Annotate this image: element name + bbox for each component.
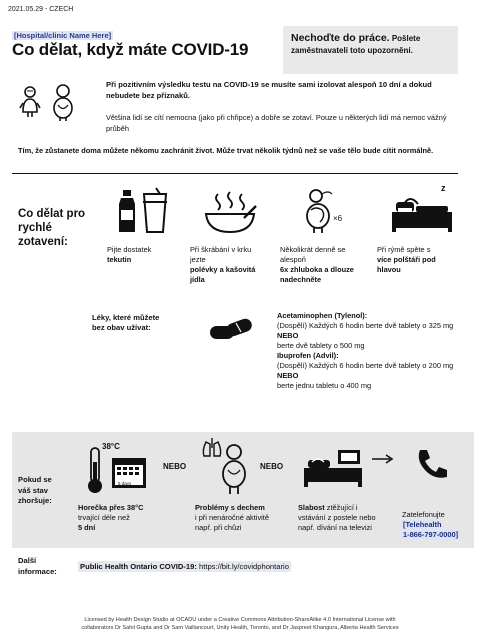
- callout-rest: Pošlete: [391, 34, 421, 43]
- medication-line: (Dospělí) Každých 6 hodin berte dvě tablety o 325 mg: [277, 321, 454, 330]
- breathing-symptom: Problémy s dechem i při nenáročné aktivitě např. při chůzi: [195, 503, 269, 532]
- sleep-z-label: z: [441, 183, 446, 193]
- breathing-trouble-icon: [202, 438, 252, 496]
- medication-label: Léky, které můžete bez obav užívat:: [92, 313, 160, 332]
- fever-symptom: Horečka přes 38°C trvající déle než 5 dní: [78, 503, 144, 532]
- weakness-symptom: Slabost ztěžující i vstávání z postele nebo např. dívání na televizi: [298, 503, 376, 532]
- work-notice-callout: [283, 26, 458, 74]
- medication-line: (Dospělí) Každých 6 hodin berte dvě tablety o 200 mg: [277, 361, 454, 370]
- stay-home-note: Tím, že zůstanete doma můžete někomu zachránit život. Může trvat několik týdnů než se vaše tělo bude cítit normálně.: [18, 146, 434, 155]
- tip-soups: Při škrábání v krku jezte polévky a kašovitá jídla: [190, 245, 256, 284]
- arrow-right-icon: [372, 454, 394, 464]
- pills-icon: [208, 315, 254, 341]
- license-footer: Licensed by Health Design Studio at OCADU under a Creative Commons Attribution-ShareAlike 4.0 International License with collaborators Dr Sahil Gupta and Dr Sam Vaillancourt, Unity Health, Toronto, and Dr Jaspreet Khangura, Alberta Health Services: [81, 617, 399, 631]
- callout-line2: zaměstnavateli toto upozornění.: [291, 46, 413, 55]
- section-divider: [12, 173, 458, 174]
- deep-breath-icon: [302, 188, 352, 234]
- worsening-label: Pokud se váš stav zhoršuje:: [18, 475, 52, 505]
- soup-bowl-icon: [204, 190, 256, 234]
- medication-line: Acetaminophen (Tylenol):: [277, 311, 368, 320]
- tip-pillows: Při rýmě spěte s více polštáři pod hlavou: [377, 245, 436, 274]
- page-title: Co dělat, když máte COVID-19: [12, 40, 249, 59]
- drinks-icon: [118, 188, 178, 234]
- illness-description: Většina lidí se cítí nemocna (jako při chřipce) a dobře se zotaví. Pouze u některých lidí má nemoc vážný průběh: [106, 113, 447, 133]
- telehealth-line1: [Telehealth: [403, 520, 442, 529]
- telehealth-phone[interactable]: 1-866-797-0000]: [403, 530, 459, 539]
- medication-list: [277, 311, 457, 391]
- call-telehealth: Zatelefonujte [Telehealth 1-866-797-0000]: [402, 510, 459, 539]
- days-label: 5 days: [118, 481, 132, 486]
- or-label-1: NEBO: [163, 462, 187, 471]
- public-health-link[interactable]: Public Health Ontario COVID-19: https://bit.ly/covidphontario: [80, 562, 289, 571]
- callout-bold: Nechoďte do práce.: [291, 32, 390, 44]
- date-language-label: 2021.05.29 - CZECH: [8, 6, 74, 13]
- recovery-heading: Co dělat pro rychlé zotavení:: [18, 208, 86, 248]
- thermometer-calendar-icon: [84, 444, 154, 496]
- medication-line: Ibuprofen (Advil):: [277, 351, 339, 360]
- medication-line: berte dvě tablety o 500 mg: [277, 341, 365, 350]
- more-info-label: Další informace:: [18, 556, 57, 576]
- sleep-pillows-icon: [390, 184, 456, 234]
- temp-label: 38°C: [102, 442, 120, 451]
- medication-line: berte jednu tabletu o 400 mg: [277, 381, 372, 390]
- medication-line: NEBO: [277, 331, 299, 340]
- weakness-bed-icon: [302, 448, 366, 490]
- times-six-label: ×6: [333, 214, 343, 223]
- isolation-instruction: Při pozitivním výsledku testu na COVID-19 se musíte sami izolovat alespoň 10 dní a dokud nebudete bez příznaků.: [106, 80, 432, 100]
- medication-line: NEBO: [277, 371, 299, 380]
- tip-breathing: Několikrát denně se alespoň 6x zhluboka a dlouze nadechněte: [280, 245, 354, 284]
- hospital-name-placeholder: [Hospital/clinic Name Here]: [14, 31, 112, 40]
- isolation-people-icon: [20, 82, 80, 122]
- tip-fluids: Pijte dostatek tekutin: [107, 245, 152, 264]
- or-label-2: NEBO: [260, 462, 284, 471]
- phone-icon: [416, 448, 450, 480]
